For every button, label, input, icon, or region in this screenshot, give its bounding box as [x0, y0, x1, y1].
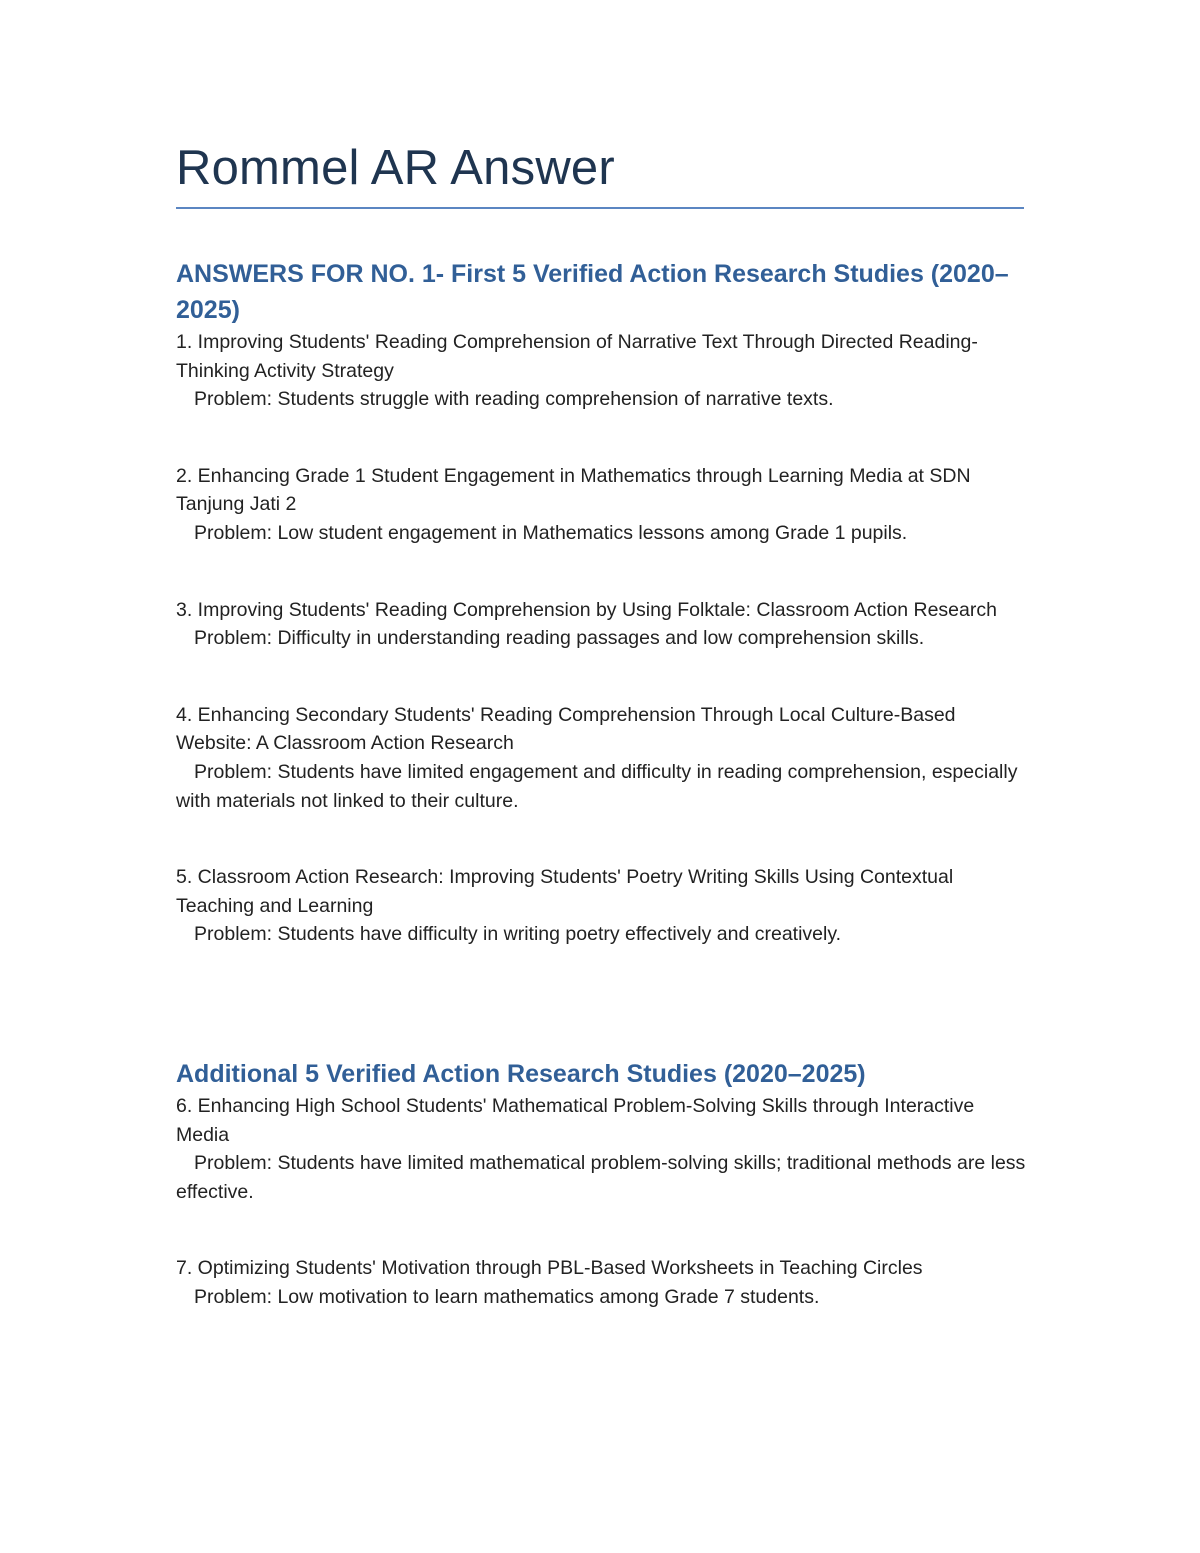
study-problem-text: Problem: Students have limited engagement and difficulty in reading comprehension, especially with materials not linked to their culture. [176, 760, 1018, 812]
study-problem [176, 758, 1026, 815]
section-heading: Additional 5 Verified Action Research Studies (2020–2025) [176, 1060, 866, 1088]
study-problem [176, 920, 1026, 949]
section-additional-five-studies [176, 1056, 1026, 1312]
study-item [176, 328, 1026, 414]
study-problem [176, 624, 1026, 653]
study-title: 4. Enhancing Secondary Students' Reading Comprehension Through Local Culture-Based Website: A Classroom Action Research [176, 703, 956, 755]
study-problem-text: Problem: Difficulty in understanding reading passages and low comprehension skills. [194, 627, 925, 650]
study-item [176, 1254, 1026, 1311]
study-problem [176, 1149, 1026, 1206]
study-problem [176, 385, 1026, 414]
study-problem [176, 1283, 1026, 1312]
section-heading: ANSWERS FOR NO. 1- First 5 Verified Action Research Studies (2020–2025) [176, 260, 1009, 324]
study-title: 6. Enhancing High School Students' Mathematical Problem-Solving Skills through Interactive Media [176, 1095, 975, 1146]
study-title: 1. Improving Students' Reading Comprehension of Narrative Text Through Directed Reading-Thinking Activity Strategy [176, 331, 978, 382]
study-title: 5. Classroom Action Research: Improving Students' Poetry Writing Skills Using Contextual Teaching and Learning [176, 866, 954, 917]
study-item [176, 1092, 1026, 1206]
section-first-five-studies [176, 256, 1026, 949]
document-title: Rommel AR Answer [176, 141, 615, 195]
study-item [176, 596, 1026, 653]
study-problem-text: Problem: Low motivation to learn mathematics among Grade 7 students. [194, 1285, 820, 1308]
study-problem-text: Problem: Students have difficulty in writing poetry effectively and creatively. [194, 923, 842, 946]
study-problem-text: Problem: Low student engagement in Mathematics lessons among Grade 1 pupils. [194, 521, 908, 544]
study-title: 7. Optimizing Students' Motivation through PBL-Based Worksheets in Teaching Circles [176, 1257, 923, 1280]
study-problem-text: Problem: Students have limited mathematical problem-solving skills; traditional methods are less effective. [176, 1152, 1026, 1203]
study-title: 2. Enhancing Grade 1 Student Engagement in Mathematics through Learning Media at SDN Tanjung Jati 2 [176, 464, 971, 516]
study-problem-text: Problem: Students struggle with reading comprehension of narrative texts. [194, 388, 834, 411]
study-problem [176, 519, 1026, 548]
study-item [176, 462, 1026, 548]
title-divider [176, 207, 1024, 209]
study-title: 3. Improving Students' Reading Comprehension by Using Folktale: Classroom Action Research [176, 598, 997, 621]
study-item [176, 701, 1026, 815]
study-item [176, 863, 1026, 949]
